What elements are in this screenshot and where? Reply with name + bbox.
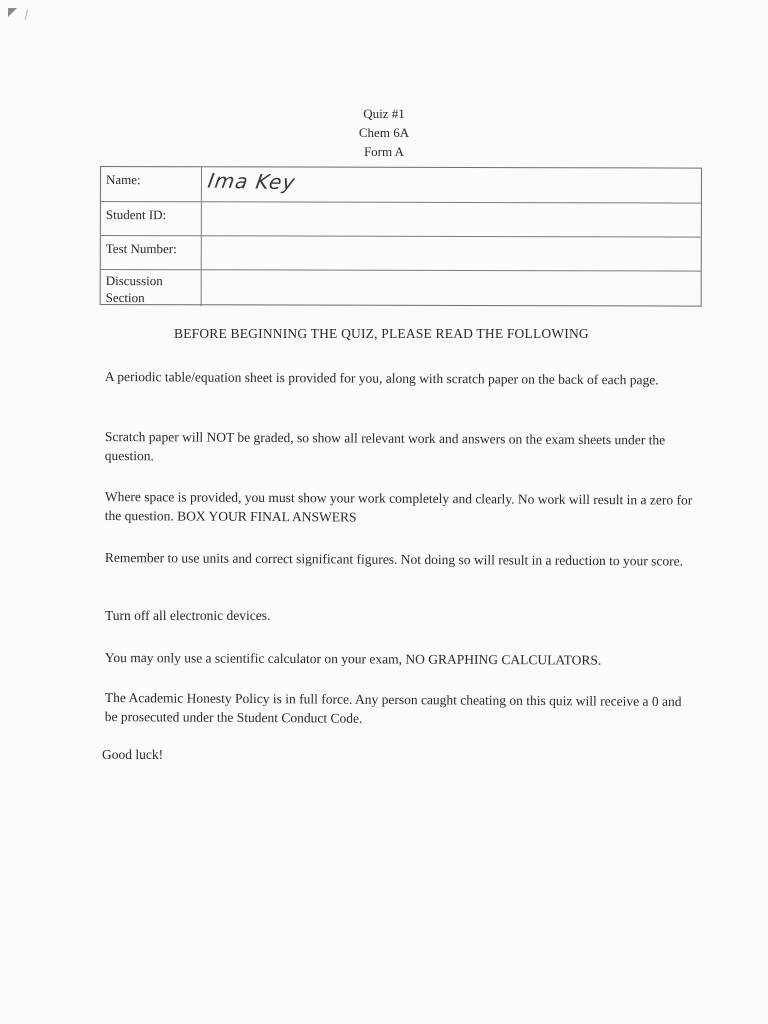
course-name: Chem 6A: [358, 125, 410, 140]
instruction-periodic-table: A periodic table/equation sheet is provided for you, along with scratch paper on the back of each page.: [104, 368, 659, 388]
quiz-header: [0, 104, 768, 161]
scan-corner-tick: [25, 9, 28, 20]
instruction-scratch-paper: Scratch paper will NOT be graded, so show all relevant work and answers on the exam sheets under the question.: [104, 428, 666, 464]
test-number-field[interactable]: [202, 236, 701, 270]
quiz-title: Quiz #1: [363, 106, 405, 121]
discussion-section-label-line2: Section: [105, 290, 145, 306]
discussion-section-label-line1: Discussion: [105, 273, 163, 289]
scan-corner-mark: [8, 8, 17, 17]
instruction-calculator: You may only use a scientific calculator on your exam, NO GRAPHING CALCULATORS.: [104, 650, 602, 668]
instruction-units-sig-figs: Remember to use units and correct significant figures. Not doing so will result in a reduction to your score.: [104, 549, 684, 569]
form-version: Form A: [363, 144, 405, 159]
student-id-field[interactable]: [202, 202, 701, 236]
name-row: [101, 167, 701, 204]
discussion-section-label: [101, 270, 202, 306]
name-field[interactable]: [202, 167, 701, 202]
closing-good-luck: Good luck!: [102, 747, 164, 762]
student-id-label: Student ID:: [101, 202, 202, 235]
discussion-section-field[interactable]: [202, 270, 701, 307]
instruction-show-work: Where space is provided, you must show your work completely and clearly. No work will result in a zero for the question. BOX YOUR FINAL ANSWERS: [104, 488, 693, 525]
instruction-electronic-devices: Turn off all electronic devices.: [105, 608, 271, 623]
test-number-row: [101, 236, 701, 272]
test-number-label: Test Number:: [101, 236, 202, 269]
discussion-section-row: [101, 270, 701, 308]
instruction-academic-honesty: The Academic Honesty Policy is in full force. Any person caught cheating on this quiz will receive a 0 and be prosecuted under the Student Conduct Code.: [104, 689, 682, 726]
student-info-table: [100, 166, 702, 307]
handwritten-name: Ima Key: [206, 168, 298, 195]
name-label: Name:: [101, 167, 202, 201]
instructions-heading: BEFORE BEGINNING THE QUIZ, PLEASE READ THE FOLLOWING: [174, 326, 589, 341]
student-id-row: [101, 202, 701, 238]
